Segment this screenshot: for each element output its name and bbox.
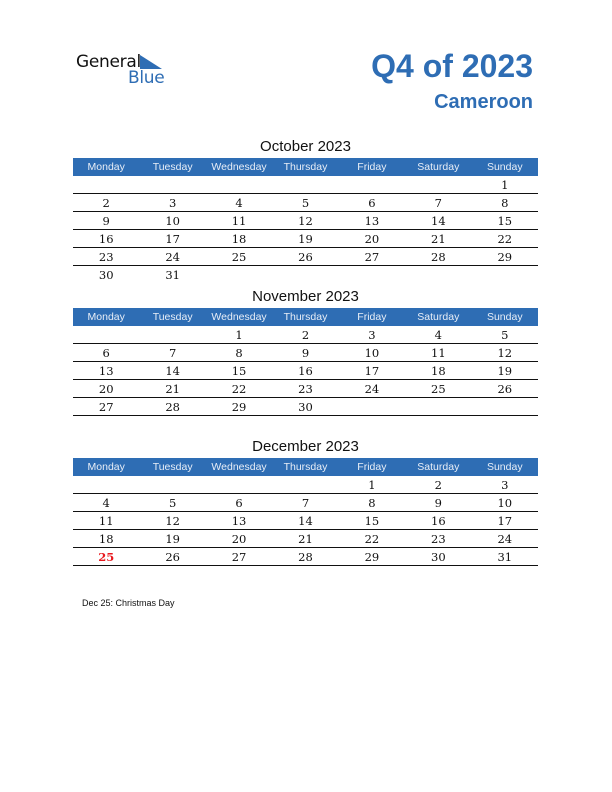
- day-cell: 21: [405, 230, 471, 248]
- day-cell: [405, 398, 471, 416]
- day-cell: 2: [73, 194, 139, 212]
- day-cell: [206, 266, 272, 284]
- day-cell: 5: [472, 326, 538, 344]
- day-cell: 29: [206, 398, 272, 416]
- day-cell: 16: [272, 362, 338, 380]
- day-cell: 25: [206, 248, 272, 266]
- day-cell: 18: [405, 362, 471, 380]
- holiday-note: Dec 25: Christmas Day: [82, 598, 175, 608]
- day-cell: 2: [272, 326, 338, 344]
- day-cell: [272, 476, 338, 494]
- day-cell: 4: [73, 494, 139, 512]
- month-december: [73, 436, 538, 566]
- weekday-header: Monday: [73, 308, 139, 326]
- day-cell: 8: [472, 194, 538, 212]
- day-cell: [339, 266, 405, 284]
- day-cell: 15: [206, 362, 272, 380]
- day-cell: 30: [98, 267, 114, 282]
- week-row: [73, 362, 538, 380]
- weekday-header: Friday: [339, 458, 405, 476]
- day-cell: 14: [139, 362, 205, 380]
- weekday-header: Tuesday: [139, 458, 205, 476]
- day-cell: 1: [472, 176, 538, 194]
- weekday-header: Monday: [73, 458, 139, 476]
- week-row: [73, 326, 538, 344]
- weekday-header: Sunday: [472, 458, 538, 476]
- day-cell: 1: [339, 476, 405, 494]
- day-cell: 3: [339, 326, 405, 344]
- day-cell: 10: [472, 494, 538, 512]
- day-cell: 23: [73, 248, 139, 266]
- day-cell: [73, 476, 139, 494]
- day-cell: 10: [139, 212, 205, 230]
- day-cell: [339, 398, 405, 416]
- calendar-table: [73, 458, 538, 566]
- day-cell: 5: [272, 194, 338, 212]
- generalblue-logo: [76, 52, 176, 92]
- week-row: [73, 380, 538, 398]
- month-title: October 2023: [260, 138, 351, 155]
- day-cell: [73, 326, 139, 344]
- day-cell: 3: [139, 194, 205, 212]
- weekday-header: Tuesday: [139, 308, 205, 326]
- week-row: [73, 476, 538, 494]
- weekday-header: Saturday: [405, 308, 471, 326]
- day-cell: 9: [73, 212, 139, 230]
- day-cell: 30: [272, 398, 338, 416]
- day-cell: 19: [472, 362, 538, 380]
- day-cell: [139, 476, 205, 494]
- weekday-header: Thursday: [272, 158, 338, 176]
- day-cell: 31: [165, 267, 180, 282]
- weekday-header: Thursday: [272, 458, 338, 476]
- day-cell: 27: [206, 548, 272, 566]
- day-cell: 10: [339, 344, 405, 362]
- day-cell: 6: [339, 194, 405, 212]
- week-row: [73, 176, 538, 194]
- weekday-header: Friday: [339, 308, 405, 326]
- day-cell: 6: [73, 344, 139, 362]
- day-cell: 29: [472, 248, 538, 266]
- day-cell: 14: [272, 512, 338, 530]
- day-cell: 5: [139, 494, 205, 512]
- day-cell: 9: [272, 344, 338, 362]
- day-cell: [272, 176, 338, 194]
- day-cell: 29: [339, 548, 405, 566]
- day-cell: 7: [272, 494, 338, 512]
- day-cell: 25: [405, 380, 471, 398]
- holiday-day-cell: 25: [73, 548, 139, 566]
- day-cell: 6: [206, 494, 272, 512]
- day-cell: [206, 476, 272, 494]
- day-cell: 22: [472, 230, 538, 248]
- day-cell: 4: [405, 326, 471, 344]
- day-cell: 15: [339, 512, 405, 530]
- day-cell: 16: [405, 512, 471, 530]
- day-cell: 24: [339, 380, 405, 398]
- day-cell: 19: [272, 230, 338, 248]
- day-cell: 24: [139, 248, 205, 266]
- weekday-header: Wednesday: [206, 308, 272, 326]
- day-cell: [73, 176, 139, 194]
- day-cell: 17: [472, 512, 538, 530]
- day-cell: 22: [339, 530, 405, 548]
- day-cell: 28: [405, 248, 471, 266]
- day-cell: 23: [272, 380, 338, 398]
- calendar-table: [73, 308, 538, 416]
- week-row: [73, 194, 538, 212]
- logo-text-general: General: [76, 52, 141, 72]
- day-cell: 3: [472, 476, 538, 494]
- day-cell: 7: [405, 194, 471, 212]
- weekday-header: Sunday: [472, 308, 538, 326]
- week-row: [73, 398, 538, 416]
- day-cell: 23: [405, 530, 471, 548]
- day-cell: 11: [73, 512, 139, 530]
- day-cell: 11: [405, 344, 471, 362]
- day-cell: 20: [206, 530, 272, 548]
- week-row: [73, 548, 538, 566]
- week-row: [73, 344, 538, 362]
- weekday-header: Saturday: [405, 458, 471, 476]
- day-cell: 8: [206, 344, 272, 362]
- week-row: [73, 494, 538, 512]
- day-cell: 15: [472, 212, 538, 230]
- day-cell: [139, 176, 205, 194]
- weekday-header: Saturday: [405, 158, 471, 176]
- day-cell: 1: [206, 326, 272, 344]
- day-cell: 7: [139, 344, 205, 362]
- weekday-header-row: [73, 158, 538, 176]
- day-cell: 19: [139, 530, 205, 548]
- day-cell: 28: [272, 548, 338, 566]
- day-cell: 16: [73, 230, 139, 248]
- month-title: November 2023: [252, 288, 359, 305]
- day-cell: 18: [206, 230, 272, 248]
- weekday-header: Tuesday: [139, 158, 205, 176]
- day-cell: [472, 266, 538, 284]
- day-cell: 12: [272, 212, 338, 230]
- weekday-header: Thursday: [272, 308, 338, 326]
- day-cell: [339, 176, 405, 194]
- day-cell: 18: [73, 530, 139, 548]
- day-cell: 26: [139, 548, 205, 566]
- weekday-header: Wednesday: [206, 158, 272, 176]
- week-row: [73, 266, 538, 284]
- day-cell: 13: [339, 212, 405, 230]
- day-cell: 17: [139, 230, 205, 248]
- weekday-header: Friday: [339, 158, 405, 176]
- month-november: [73, 286, 538, 416]
- day-cell: 24: [472, 530, 538, 548]
- day-cell: 2: [405, 476, 471, 494]
- logo-text-blue: Blue: [128, 68, 165, 88]
- month-title: December 2023: [252, 438, 359, 455]
- day-cell: 27: [73, 398, 139, 416]
- day-cell: [206, 176, 272, 194]
- day-cell: 13: [206, 512, 272, 530]
- day-cell: 14: [405, 212, 471, 230]
- week-row: [73, 212, 538, 230]
- weekday-header: Wednesday: [206, 458, 272, 476]
- weekday-header-row: [73, 458, 538, 476]
- day-cell: 12: [139, 512, 205, 530]
- country-name: Cameroon: [434, 91, 533, 113]
- day-cell: [272, 266, 338, 284]
- day-cell: 30: [405, 548, 471, 566]
- day-cell: [405, 266, 471, 284]
- day-cell: 26: [472, 380, 538, 398]
- day-cell: 9: [405, 494, 471, 512]
- weekday-header: Monday: [73, 158, 139, 176]
- day-cell: [405, 176, 471, 194]
- day-cell: 27: [339, 248, 405, 266]
- week-row: [73, 230, 538, 248]
- day-cell: 26: [272, 248, 338, 266]
- week-row: [73, 248, 538, 266]
- logo-triangle-icon: [140, 55, 162, 69]
- day-cell: 20: [339, 230, 405, 248]
- week-row: [73, 512, 538, 530]
- week-row: [73, 530, 538, 548]
- day-cell: 17: [339, 362, 405, 380]
- day-cell: [472, 398, 538, 416]
- day-cell: 21: [272, 530, 338, 548]
- day-cell: 13: [73, 362, 139, 380]
- day-cell: 11: [206, 212, 272, 230]
- day-cell: 28: [139, 398, 205, 416]
- day-cell: 21: [139, 380, 205, 398]
- weekday-header: Sunday: [472, 158, 538, 176]
- day-cell: 22: [206, 380, 272, 398]
- day-cell: 12: [472, 344, 538, 362]
- day-cell: 8: [339, 494, 405, 512]
- day-cell: 20: [73, 380, 139, 398]
- weekday-header-row: [73, 308, 538, 326]
- page-title: Q4 of 2023: [371, 48, 533, 84]
- day-cell: 31: [472, 548, 538, 566]
- day-cell: [139, 326, 205, 344]
- month-october: [73, 136, 538, 283]
- day-cell: 4: [206, 194, 272, 212]
- calendar-table: [73, 158, 538, 283]
